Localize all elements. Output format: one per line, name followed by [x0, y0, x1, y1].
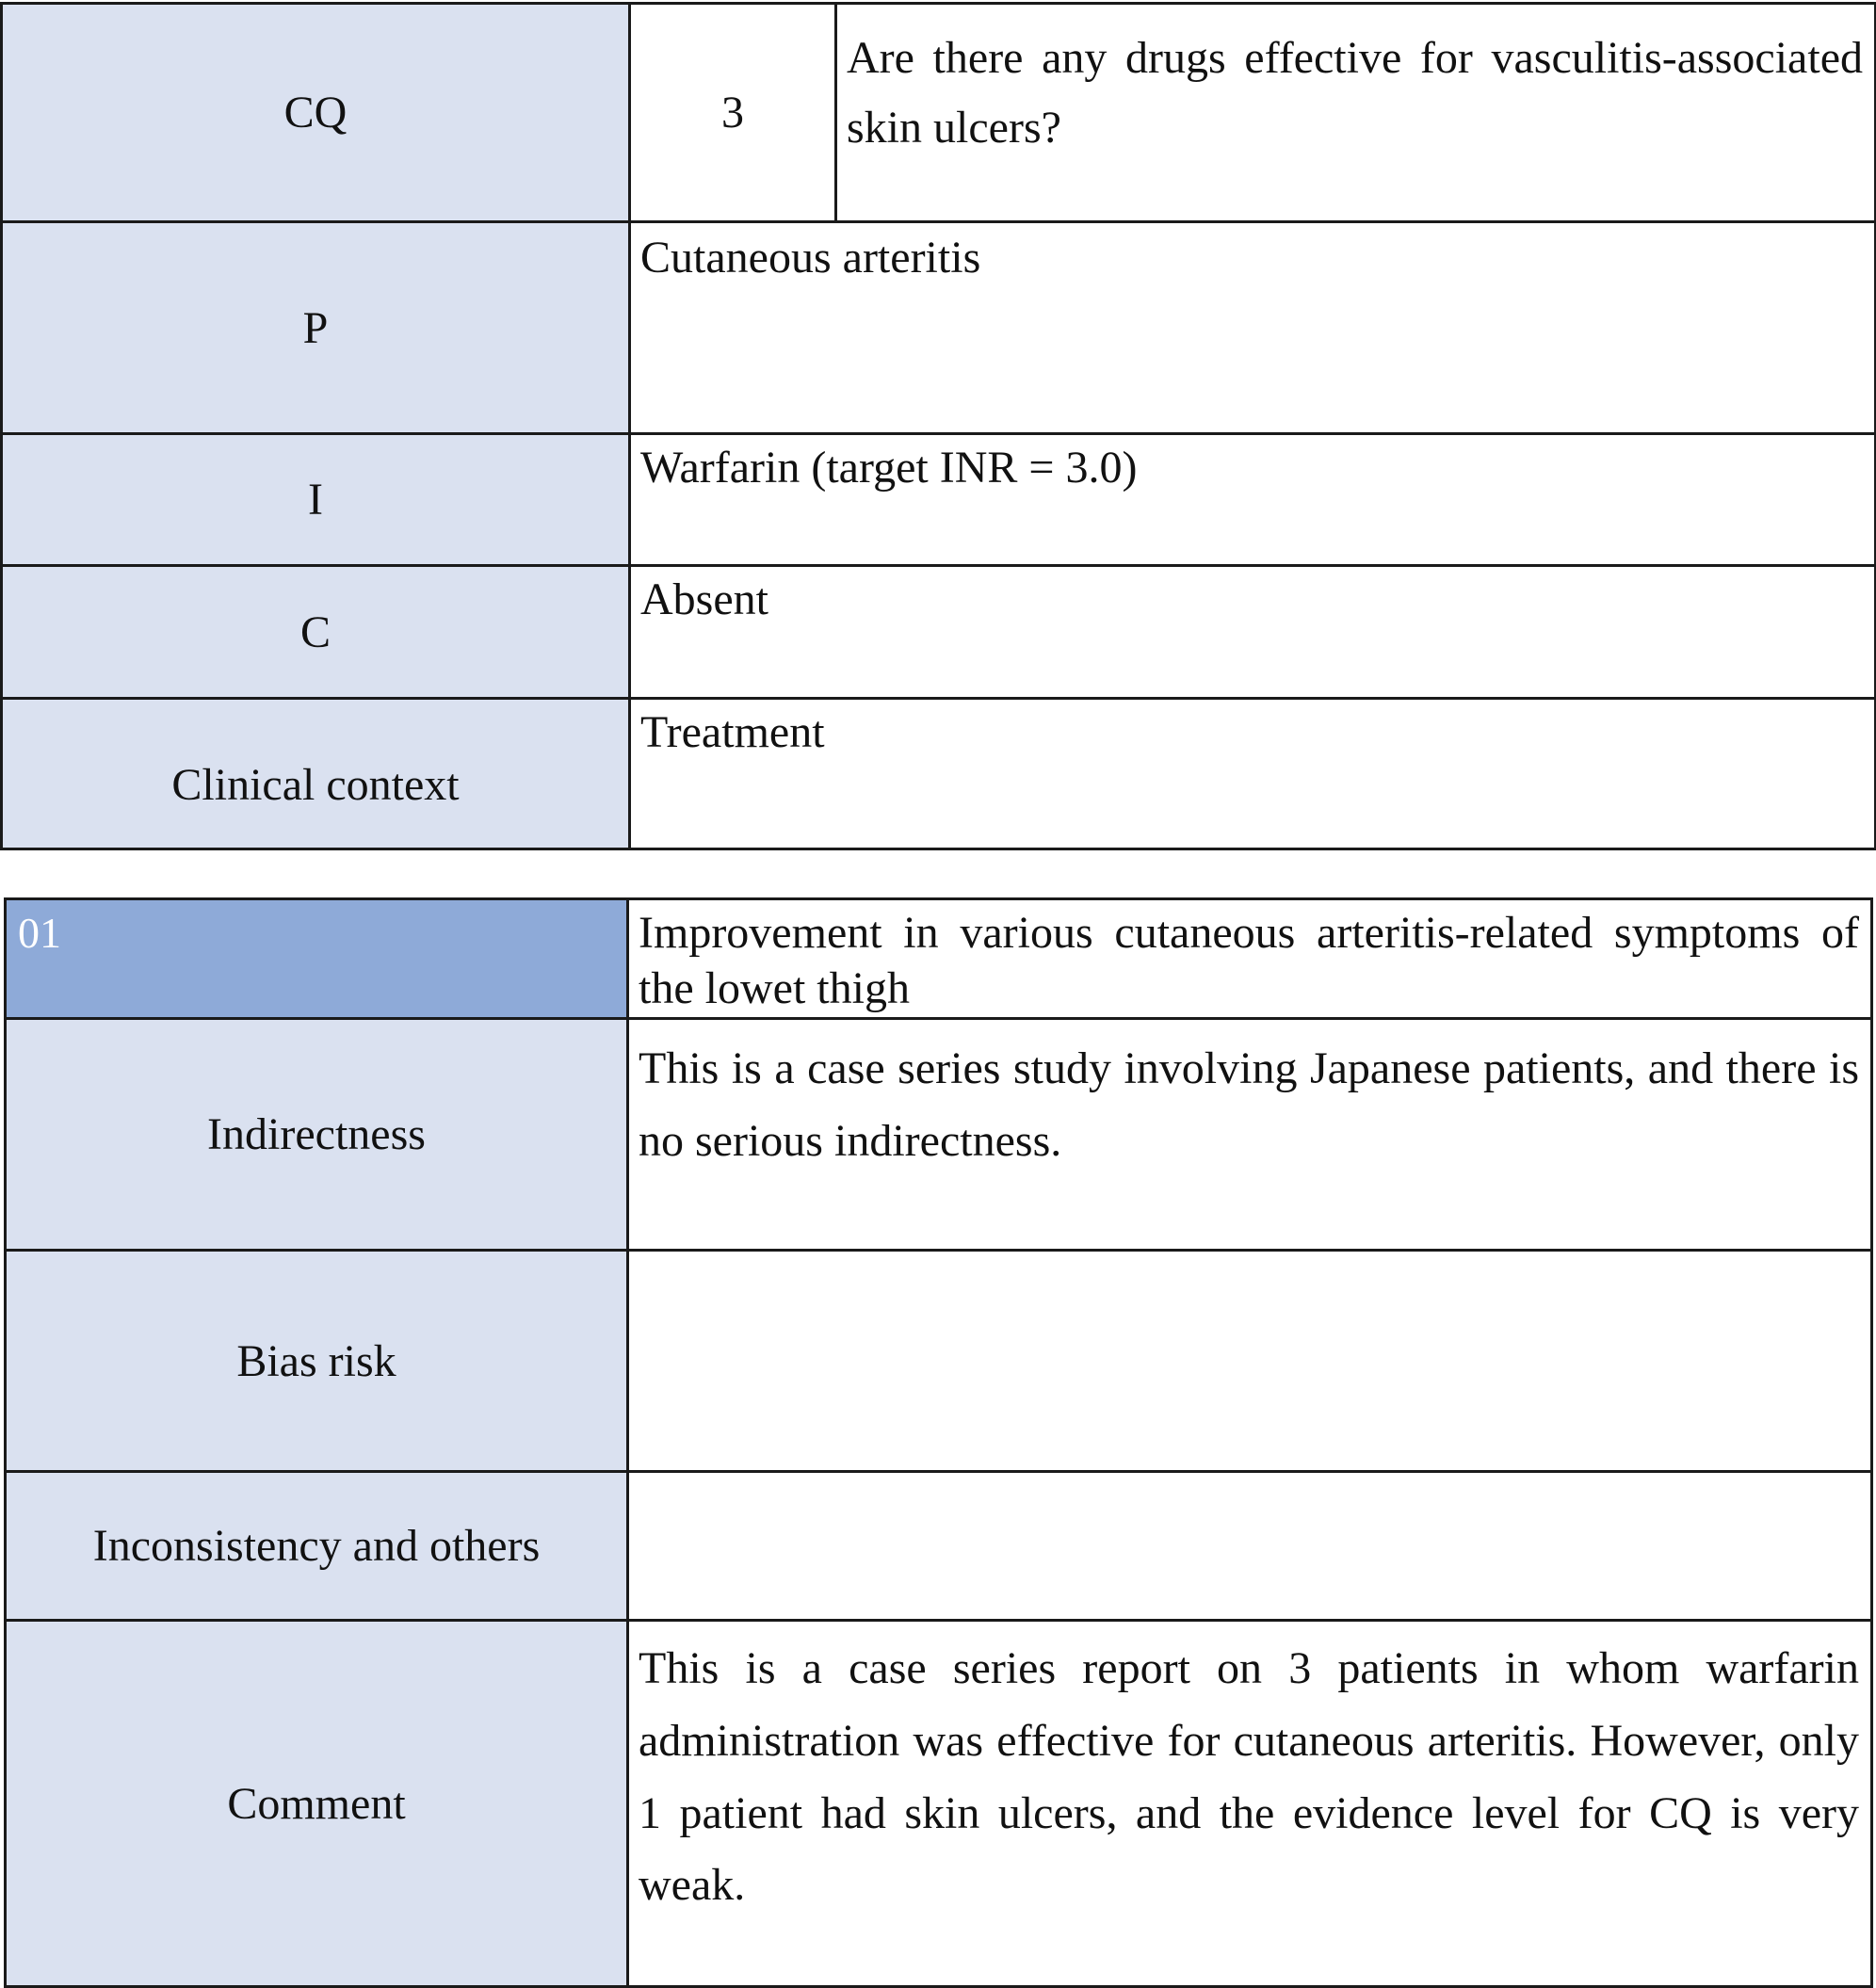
indirectness-value: This is a case series study involving Japanese patients, and there is no serious indirectness.: [628, 1019, 1872, 1251]
i-label: I: [2, 434, 630, 566]
cq-label: CQ: [2, 4, 630, 222]
cq-question: Are there any drugs effective for vasculitis-associated skin ulcers?: [836, 4, 1876, 222]
i-value: Warfarin (target INR = 3.0): [630, 434, 1876, 566]
outcome-id: 01: [6, 899, 628, 1019]
c-label: C: [2, 566, 630, 699]
comment-value: This is a case series report on 3 patients in whom warfarin administration was effective for cutaneous arteritis. However, only 1 patient had skin ulcers, and the evidence level for CQ is very weak.: [628, 1621, 1872, 1987]
outcome-text: Improvement in various cutaneous arteritis-related symptoms of the lowet thigh: [628, 899, 1872, 1019]
indirectness-label: Indirectness: [6, 1019, 628, 1251]
bias-risk-value: [628, 1251, 1872, 1472]
inconsistency-label: Inconsistency and others: [6, 1472, 628, 1621]
inconsistency-value: [628, 1472, 1872, 1621]
p-value: Cutaneous arteritis: [630, 222, 1876, 434]
comment-label: Comment: [6, 1621, 628, 1987]
clinical-context-value: Treatment: [630, 699, 1876, 849]
evidence-table: [4, 897, 1873, 1988]
bias-risk-label: Bias risk: [6, 1251, 628, 1472]
cq-number: 3: [630, 4, 836, 222]
clinical-context-label: Clinical context: [2, 699, 630, 849]
p-label: P: [2, 222, 630, 434]
pico-table: [0, 2, 1876, 850]
c-value: Absent: [630, 566, 1876, 699]
